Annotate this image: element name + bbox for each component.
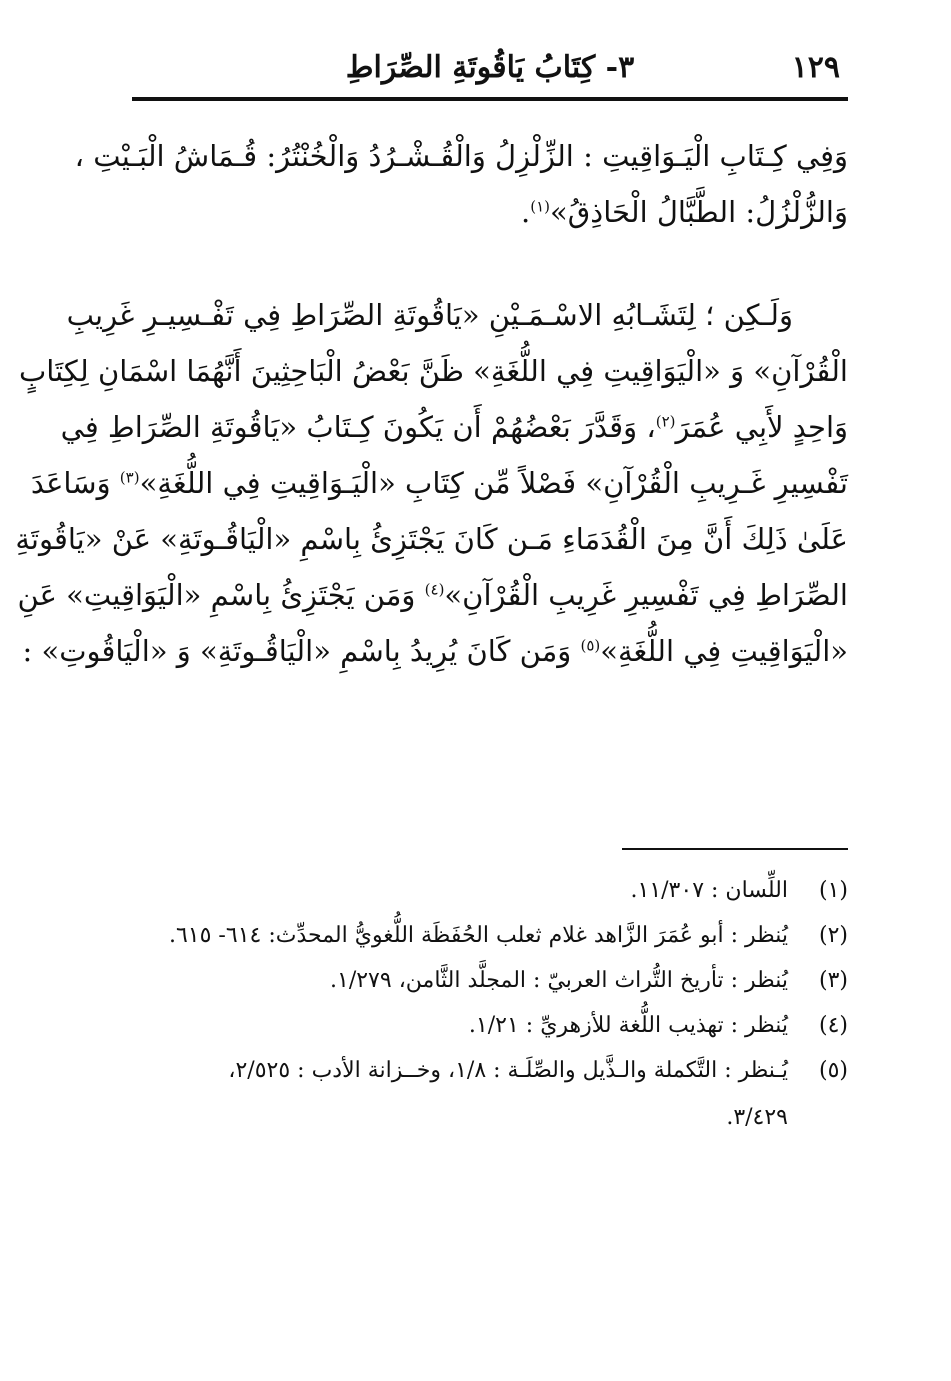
text-line: الْقُرْآنِ» وَ «الْيَوَاقِيتِ فِي اللُّغَةِ» ظَنَّ بَعْضُ الْبَاحِثِينَ أَنَّهُمَا اسْمَانِ لِكِتَابٍ: [19, 354, 848, 388]
text-span: وَالزُّلْزُلُ: الطَّبَّالُ الْحَاذِقُ»: [550, 195, 848, 229]
page-number: ١٢٩: [791, 50, 840, 85]
footnotes: [132, 868, 848, 1143]
text-line: وَالزُّلْزُلُ: الطَّبَّالُ الْحَاذِقُ»$^{(١)}$.: [521, 195, 848, 229]
body-text: [15, 128, 848, 679]
footnote: [132, 958, 848, 1003]
footnote-number: (١): [818, 878, 848, 903]
footnote-ref: (٢): [655, 412, 676, 431]
footnote-number: (٥): [818, 1058, 848, 1083]
text-line: عَلَىٰ ذَلِكَ أَنَّ مِنَ الْقُدَمَاءِ مَـن كَانَ يَجْتَزِئُ بِاسْمِ «الْيَاقُـوتَةِ» عَنْ «يَاقُوتَةِ: [15, 522, 848, 556]
footnote-ref: (٥): [580, 636, 601, 655]
text-span: وَسَاعَدَ: [30, 466, 120, 500]
footnote: [132, 868, 848, 913]
text-line: وَفِي كِـتَابِ الْيَـوَاقِيتِ : الزِّلْزِلُ وَالْقُـشْـرُدُ وَالْخُنْتُرُ: قُـمَاشُ الْبَـيْتِ ،: [74, 139, 848, 173]
footnote-ref: (٤): [424, 580, 445, 599]
footnote-ref: (١): [530, 197, 551, 216]
text-line: [22, 623, 848, 679]
footnote-text: يُنظر : تهذيب اللُّغة للأزهريِّ : ١/٢١.: [468, 1013, 788, 1038]
text-line: [30, 455, 848, 511]
page-header: [132, 38, 848, 90]
footnote-ref: (٣): [119, 468, 140, 487]
paragraph-gap: [132, 240, 848, 287]
text-line: [60, 399, 848, 455]
text-span: وَمَن يَجْتَزِئُ بِاسْمِ «الْيَوَاقِيتِ» عَنِ: [17, 578, 425, 612]
footnote: [132, 1003, 848, 1048]
text-span: وَاحِدٍ لأَبِي عُمَرَ: [675, 410, 848, 444]
footnote-text: يُنظر : أبو عُمَرَ الزَّاهد غلام ثعلب الحُفَظَة اللُّغويُّ المحدِّث: ٦١٤- ٦١٥.: [168, 923, 788, 948]
paragraph-2: [15, 287, 848, 679]
text-span: «الْيَوَاقِيتِ فِي اللُّغَةِ»: [600, 634, 848, 668]
footnote-text: ٣/٤٢٩.: [726, 1105, 788, 1130]
text-span: ، وَقَدَّرَ بَعْضُهُمْ أَن يَكُونَ كِـتَابُ «يَاقُوتَةِ الصِّرَاطِ فِي: [60, 410, 656, 444]
text-line: وَلَـكِن ؛ لِتَشَـابُهِ الاسْـمَـيْنِ «يَاقُوتَةِ الصِّرَاطِ فِي تَفْـسِيـرِ غَرِيبِ: [66, 298, 793, 332]
footnote-number: (٢): [818, 923, 848, 948]
text-span: وَمَن كَانَ يُرِيدُ بِاسْمِ «الْيَاقُـوتَةِ» وَ «الْيَاقُوتِ» :: [22, 634, 581, 668]
footnote-separator: [622, 848, 848, 850]
footnote-number: (٤): [818, 1013, 848, 1038]
footnote-text: اللِّسان : ١١/٣٠٧.: [630, 878, 788, 903]
footnote: [132, 1048, 848, 1093]
text-span: الصِّرَاطِ فِي تَفْسِيرِ غَرِيبِ الْقُرْآنِ»: [444, 578, 848, 612]
footnote-number: (٣): [818, 968, 848, 993]
paragraph-1: [74, 128, 848, 240]
running-title: ٣- كِتَابُ يَاقُوتَةِ الصِّرَاطِ: [345, 50, 635, 85]
footnote: [132, 913, 848, 958]
text-line: [17, 567, 848, 623]
footnote-text: يُـنظر : التَّكملة والـذَّيل والصِّلَـة : ١/٨، وخــزانة الأدب : ٢/٥٢٥،: [228, 1058, 788, 1083]
header-rule: [132, 97, 848, 101]
footnote-text: يُنظر : تأريخ التُّراث العربيّ : المجلَّد الثَّامن، ١/٢٧٩.: [330, 968, 788, 993]
footnote-continuation: [132, 1093, 848, 1143]
text-span: تَفْسِيرِ غَـرِيبِ الْقُرْآنِ» فَصْلاً مِّن كِتَابِ «الْيَـوَاقِيتِ فِي اللُّغَةِ»: [139, 466, 848, 500]
